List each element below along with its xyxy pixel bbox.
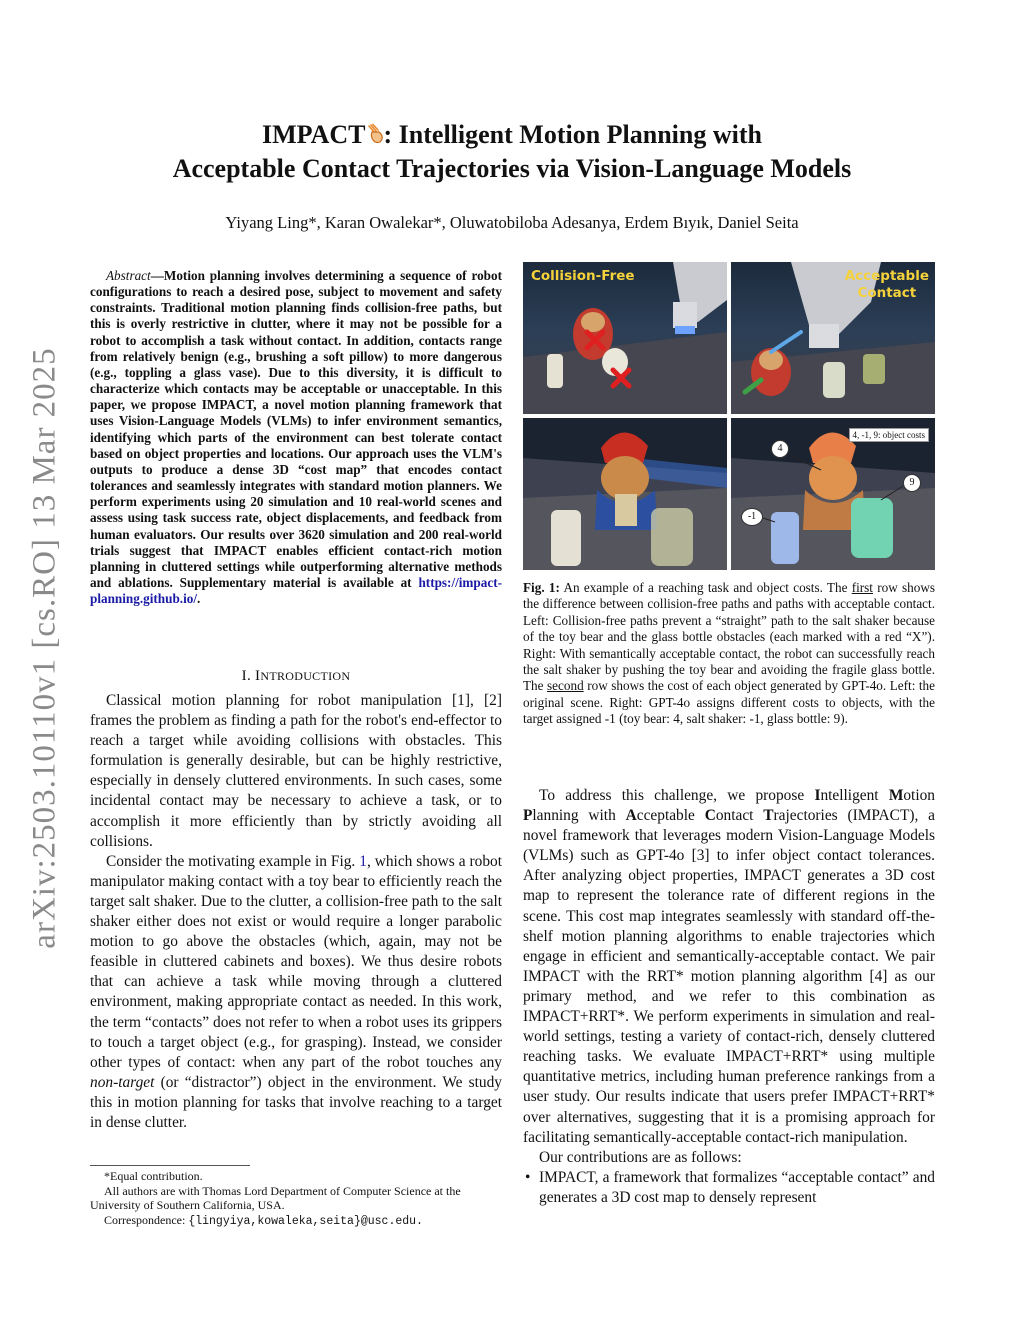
caption-first: first [851, 580, 873, 595]
impact-hand-icon [366, 123, 384, 145]
intro-p2-italic: non-target [90, 1073, 155, 1091]
rp1-8: cceptable [636, 807, 705, 825]
photo-collision-free [523, 262, 727, 414]
abstract-end: . [197, 591, 201, 607]
panel-original-scene [523, 418, 727, 570]
right-paragraph-1 [523, 786, 935, 1148]
rp1-11: T [763, 807, 774, 825]
rp1-3: M [888, 787, 904, 804]
right-column-body [523, 786, 935, 1208]
abstract-label: Abstract [106, 268, 151, 283]
project-link[interactable]: https://impact-planning.github.io/ [90, 574, 502, 607]
label-contact: Contact [857, 285, 917, 301]
footnote-correspondence [90, 1213, 502, 1230]
caption-second: second [547, 678, 584, 694]
panel-object-costs [731, 418, 935, 570]
rp1-1: I [814, 787, 821, 804]
rp1-2: ntelligent [820, 787, 889, 804]
label-acceptable: Acceptable [844, 268, 929, 284]
intro-paragraph-2 [90, 852, 502, 1133]
intro-p2-c: (or “distractor”) object in the environment. We study this in motion planning for tasks that involve reaching to a target in dense clutter. [90, 1073, 502, 1131]
footnote-equal: *Equal contribution. [104, 1169, 203, 1183]
abstract [90, 268, 502, 607]
rp1-5: P [523, 807, 533, 825]
cost-legend: 4, -1, 9: object costs [849, 428, 930, 442]
caption-part-2: row shows the difference between collision-free paths and paths with acceptable contact. Left: Collision-free paths prevent a “straight” path to the salt shaker because of the toy bear and the glass bottle obstacles (each marked with a red “X”). Right: With semantically acceptable contact, the robot can successfully reach the salt shaker by pushing the toy bear and avoiding the fragile glass bottle. The [523, 580, 936, 694]
rp1-6: lanning with [532, 807, 626, 825]
list-item: • IMPACT, a framework that formalizes “acceptable contact” and generates a 3D cost map to densely represent [539, 1168, 935, 1208]
corr-email[interactable]: {lingyiya,kowaleka,seita}@usc.edu. [188, 1214, 423, 1228]
arxiv-sidebar [22, 345, 68, 950]
rp1-4: otion [903, 787, 935, 804]
panel-collision-free [523, 262, 727, 414]
caption-label: Fig. 1: [523, 580, 560, 595]
intro-p2-b: , which shows a robot manipulator making contact with a toy bear to efficiently reach the target salt shaker. Due to the clutter, a collision-free path to the salt shaker either does not exist or would require a longer parabolic motion to go above the obstacles (which, again, may not be feasible in cluttered cabinets and boxes). We thus desire robots that can achieve a task while moving through a cluttered environment, making appropriate contact as needed. In this work, the term “contacts” does not refer to when a robot uses its grippers to touch a target object (e.g., for grasping). Instead, we consider other types of contact: when any part of the robot touches any [90, 852, 502, 1071]
label-acceptable-contact [845, 268, 929, 302]
caption-part-1: An example of a reaching task and object costs. The [559, 580, 852, 595]
footnotes [90, 1169, 502, 1229]
label-collision-free: Collision-Free [531, 268, 635, 284]
panel-acceptable-contact [731, 262, 935, 414]
figure-1 [523, 262, 935, 570]
corr-label: Correspondence: [104, 1212, 189, 1227]
title-line1-rest: : Intelligent Motion Planning with [383, 120, 762, 149]
paper-title [100, 118, 924, 186]
cost-badge-bottle: 9 [903, 474, 921, 492]
cost-badge-shaker: -1 [741, 508, 763, 526]
caption-part-3: row shows the cost of each object generated by GPT-4o. Left: the original scene. Right: GPT-4o assigns different costs to objects, with the target assigned -1 (toy bear: 4, salt shaker: -1, glass bottle: 9). [523, 678, 935, 727]
rp1-0: To address this challenge, we propose [539, 787, 815, 804]
arxiv-identifier: arXiv:2503.10110v1 [cs.RO] 13 Mar 2025 [26, 346, 63, 949]
figure-1-caption [523, 580, 935, 728]
author-list: Yiyang Ling*, Karan Owalekar*, Oluwatobiloba Adesanya, Erdem Bıyık, Daniel Seita [225, 213, 799, 232]
footnote-affiliation: All authors are with Thomas Lord Department of Computer Science at the University of Southern California, USA. [90, 1183, 461, 1212]
abstract-text: —Motion planning involves determining a sequence of robot configurations to reach a desired pose, subject to movement and safety constraints. Traditional motion planning finds collision-free paths, but this is overly restrictive in clutter, where it may not be possible for a robot to accomplish a task without contact. In addition, contacts range from relatively benign (e.g., brushing a soft pillow) to more dangerous (e.g., toppling a glass vase). Due to this diversity, it is difficult to characterize which contacts may be acceptable or unacceptable. In this paper, we propose IMPACT, a novel motion planning framework that uses Vision-Language Models (VLMs) to infer environment semantics, identifying which parts of the environment can best tolerate contact based on object properties and locations. Our approach uses the VLM's outputs to produce a dense 3D “cost map” that encodes contact tolerances and seamlessly integrates with standard motion planners. We perform experiments using 20 simulation and 10 real-world scenes and assess using task success rate, object displacements, and feedback from human evaluators. Our results over 3620 simulation and 200 real-world trials suggest that IMPACT enables efficient contact-rich motion planning in cluttered settings while outperforming alternative methods and ablations. Supplementary material is available at [90, 268, 502, 590]
introduction-body [90, 691, 502, 1133]
title-prefix: IMPACT [262, 120, 366, 149]
cost-badge-bear: 4 [771, 440, 789, 458]
rp1-12: rajectories (IMPACT), a novel framework that leverages modern Vision-Language Models (VLMs) such as GPT-4o [3] to infer object contact tolerances. After analyzing object properties, IMPACT generates a 3D cost map to represent the tolerance rate of different regions in the scene. This cost map integrates seamlessly with standard off-the-shelf motion planning algorithms to enable trajectories which engage in efficient and semantically-acceptable contact. We pair IMPACT with the RRT* motion planning algorithm [4] as our primary method, and we refer to this combination as IMPACT+RRT*. We perform experiments in simulation and real-world settings, testing a variety of contact-rich, densely cluttered reaching tasks. We evaluate IMPACT+RRT* using multiple quantitative metrics, including human preference rankings from a user study. Our results indicate that users prefer IMPACT+RRT* over alternatives, suggesting that it is a promising approach for facilitating semantically-acceptable contact-rich manipulation. [523, 807, 935, 1146]
title-line2: Acceptable Contact Trajectories via Vision-Language Models [172, 154, 852, 183]
rp1-7: A [625, 807, 637, 825]
rp1-10: ontact [715, 807, 764, 825]
intro-p2-a: Consider the motivating example in Fig. [106, 852, 360, 870]
footnote-rule [90, 1165, 250, 1166]
section-heading-introduction: I. INTRODUCTION [241, 668, 351, 684]
intro-paragraph-1: Classical motion planning for robot manipulation [1], [2] frames the problem as finding a path for the robot's end-effector to reach a target while avoiding collisions with obstacles. This formulation is generally desirable, but can be highly restrictive, especially in densely cluttered environments. In such cases, some incidental contact may be necessary to achieve a task, or to accomplish it more efficiently than by strictly avoiding all collisions. [90, 692, 502, 850]
photo-original-scene [523, 418, 727, 570]
rp1-9: C [704, 807, 716, 825]
contributions-list [523, 1168, 935, 1208]
figure-1-ref-link[interactable]: 1 [359, 852, 367, 870]
right-paragraph-2: Our contributions are as follows: [539, 1148, 742, 1166]
